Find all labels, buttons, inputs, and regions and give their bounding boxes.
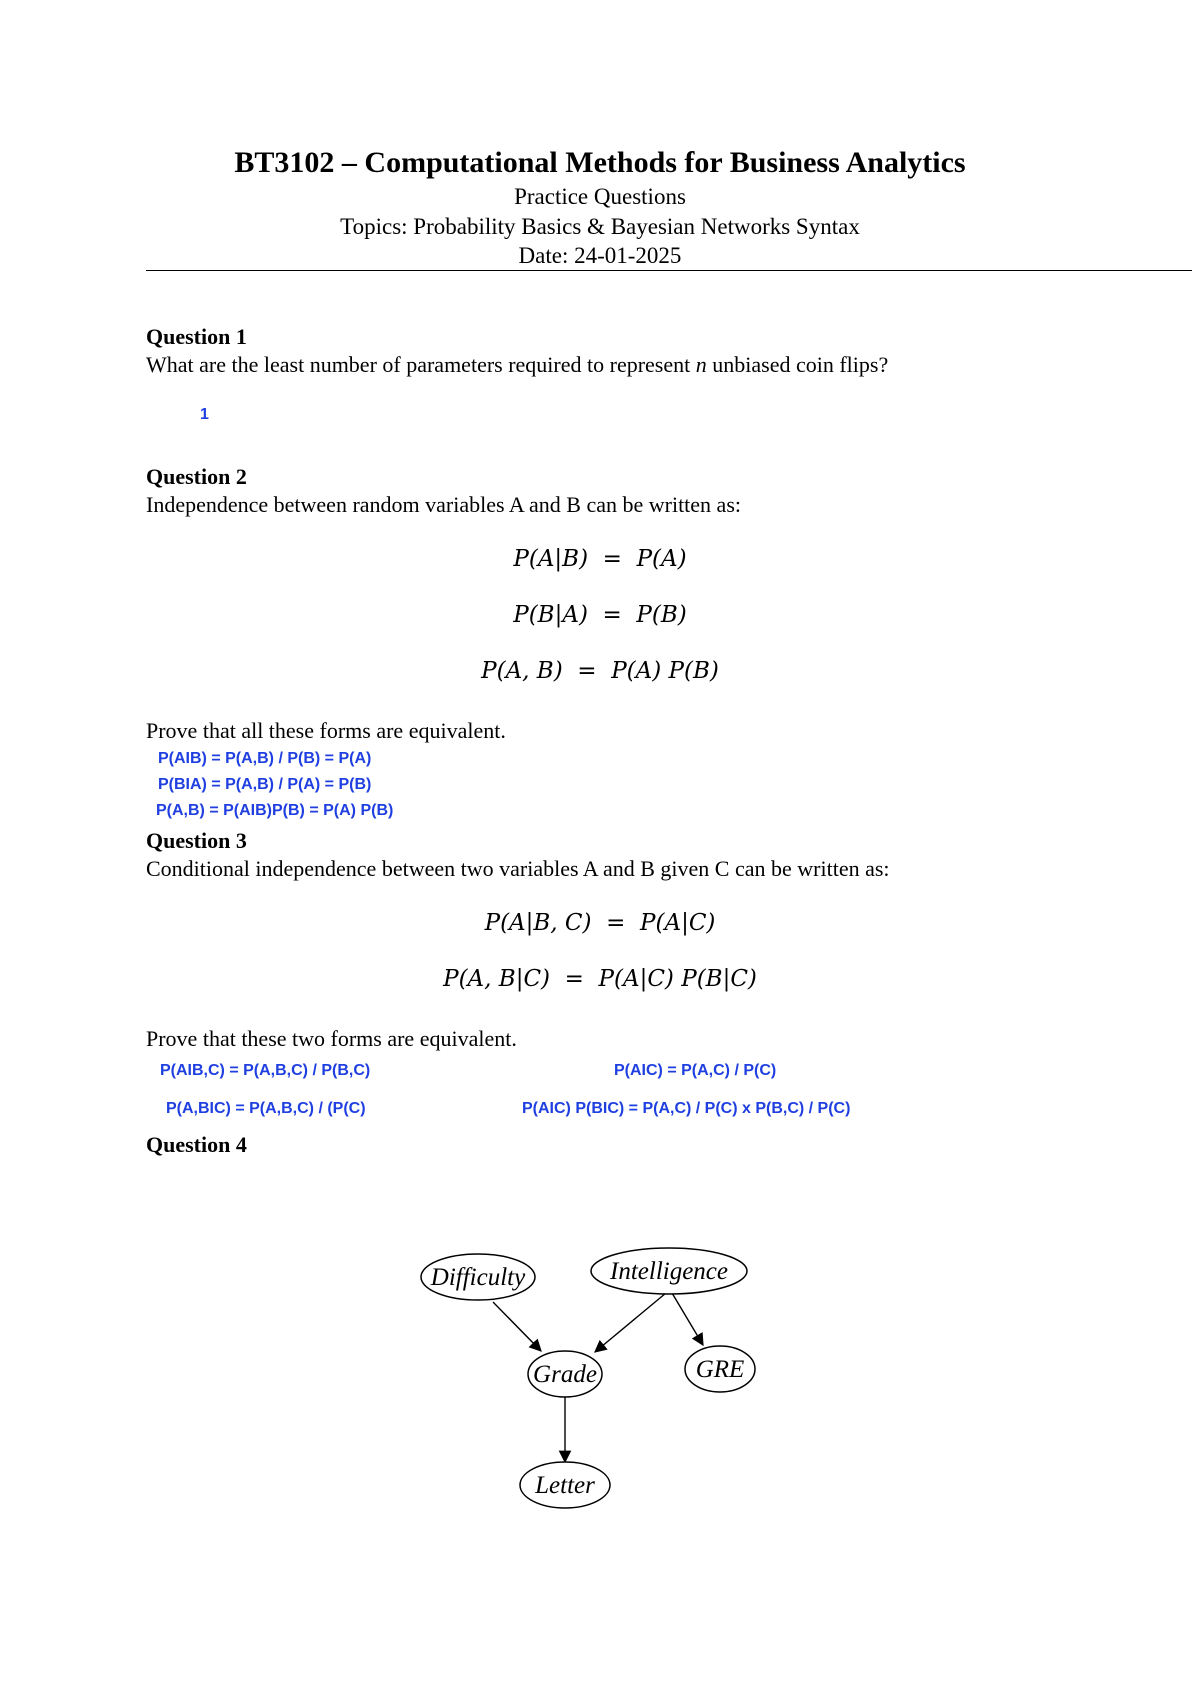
question-1-variable: n (695, 352, 707, 377)
node-grade-label: Grade (533, 1361, 597, 1388)
question-1-heading: Question 1 (146, 324, 247, 349)
question-1-text-end: unbiased coin flips? (706, 352, 889, 377)
question-3-equation-2: P(A, B|C) = P(A|C) P(B|C) (443, 966, 757, 992)
question-3-answer-right-1: P(AIC) = P(A,C) / P(C) (614, 1062, 777, 1079)
node-intelligence-label: Intelligence (610, 1258, 728, 1285)
question-2-prompt: Prove that all these forms are equivalent. (146, 718, 506, 743)
document-topics: Topics: Probability Basics & Bayesian Networks Syntax (340, 214, 860, 239)
node-difficulty (421, 1254, 535, 1300)
node-letter-label: Letter (535, 1472, 595, 1499)
question-3-answer-left-1: P(AIB,C) = P(A,B,C) / P(B,C) (160, 1062, 371, 1079)
edge-intelligence-gre (672, 1293, 703, 1345)
bayesian-network-diagram (420, 1240, 780, 1540)
question-3-text: Conditional independence between two variables A and B given C can be written as: (146, 856, 890, 881)
question-2-equation-2: P(B|A) = P(B) (513, 602, 687, 628)
document-date: Date: 24-01-2025 (518, 243, 682, 268)
question-3-prompt: Prove that these two forms are equivalent. (146, 1026, 517, 1051)
question-1-text (146, 352, 888, 378)
document-subtitle: Practice Questions (514, 184, 686, 209)
question-3-equation-1: P(A|B, C) = P(A|C) (484, 910, 716, 936)
question-1-text-start: What are the least number of parameters required to represent (146, 352, 696, 377)
question-3-answer-right-2: P(AIC) P(BIC) = P(A,C) / P(C) x P(B,C) / P(C) (522, 1100, 851, 1117)
question-2-answer-2: P(BIA) = P(A,B) / P(A) = P(B) (158, 776, 372, 793)
node-grade (528, 1351, 602, 1397)
question-2-answer-3: P(A,B) = P(AIB)P(B) = P(A) P(B) (156, 802, 394, 819)
question-3-heading: Question 3 (146, 828, 247, 853)
node-gre (685, 1346, 755, 1392)
question-2-heading: Question 2 (146, 464, 247, 489)
node-intelligence (591, 1248, 747, 1294)
question-2-answer-1: P(AIB) = P(A,B) / P(B) = P(A) (158, 750, 372, 767)
node-letter (520, 1462, 610, 1508)
question-2-equation-1: P(A|B) = P(A) (513, 546, 687, 572)
node-gre-label: GRE (695, 1356, 745, 1383)
question-3-answer-left-2: P(A,BIC) = P(A,B,C) / (P(C) (166, 1100, 366, 1117)
header-rule (146, 270, 1192, 271)
question-2-text: Independence between random variables A and B can be written as: (146, 492, 741, 517)
edge-difficulty-grade (493, 1302, 541, 1351)
document-title: BT3102 – Computational Methods for Business Analytics (234, 146, 966, 179)
question-1-answer: 1 (200, 406, 209, 423)
node-difficulty-label: Difficulty (430, 1264, 526, 1291)
question-2-equation-3: P(A, B) = P(A) P(B) (481, 658, 719, 684)
question-4-heading: Question 4 (146, 1132, 247, 1157)
edge-intelligence-grade (595, 1293, 666, 1352)
